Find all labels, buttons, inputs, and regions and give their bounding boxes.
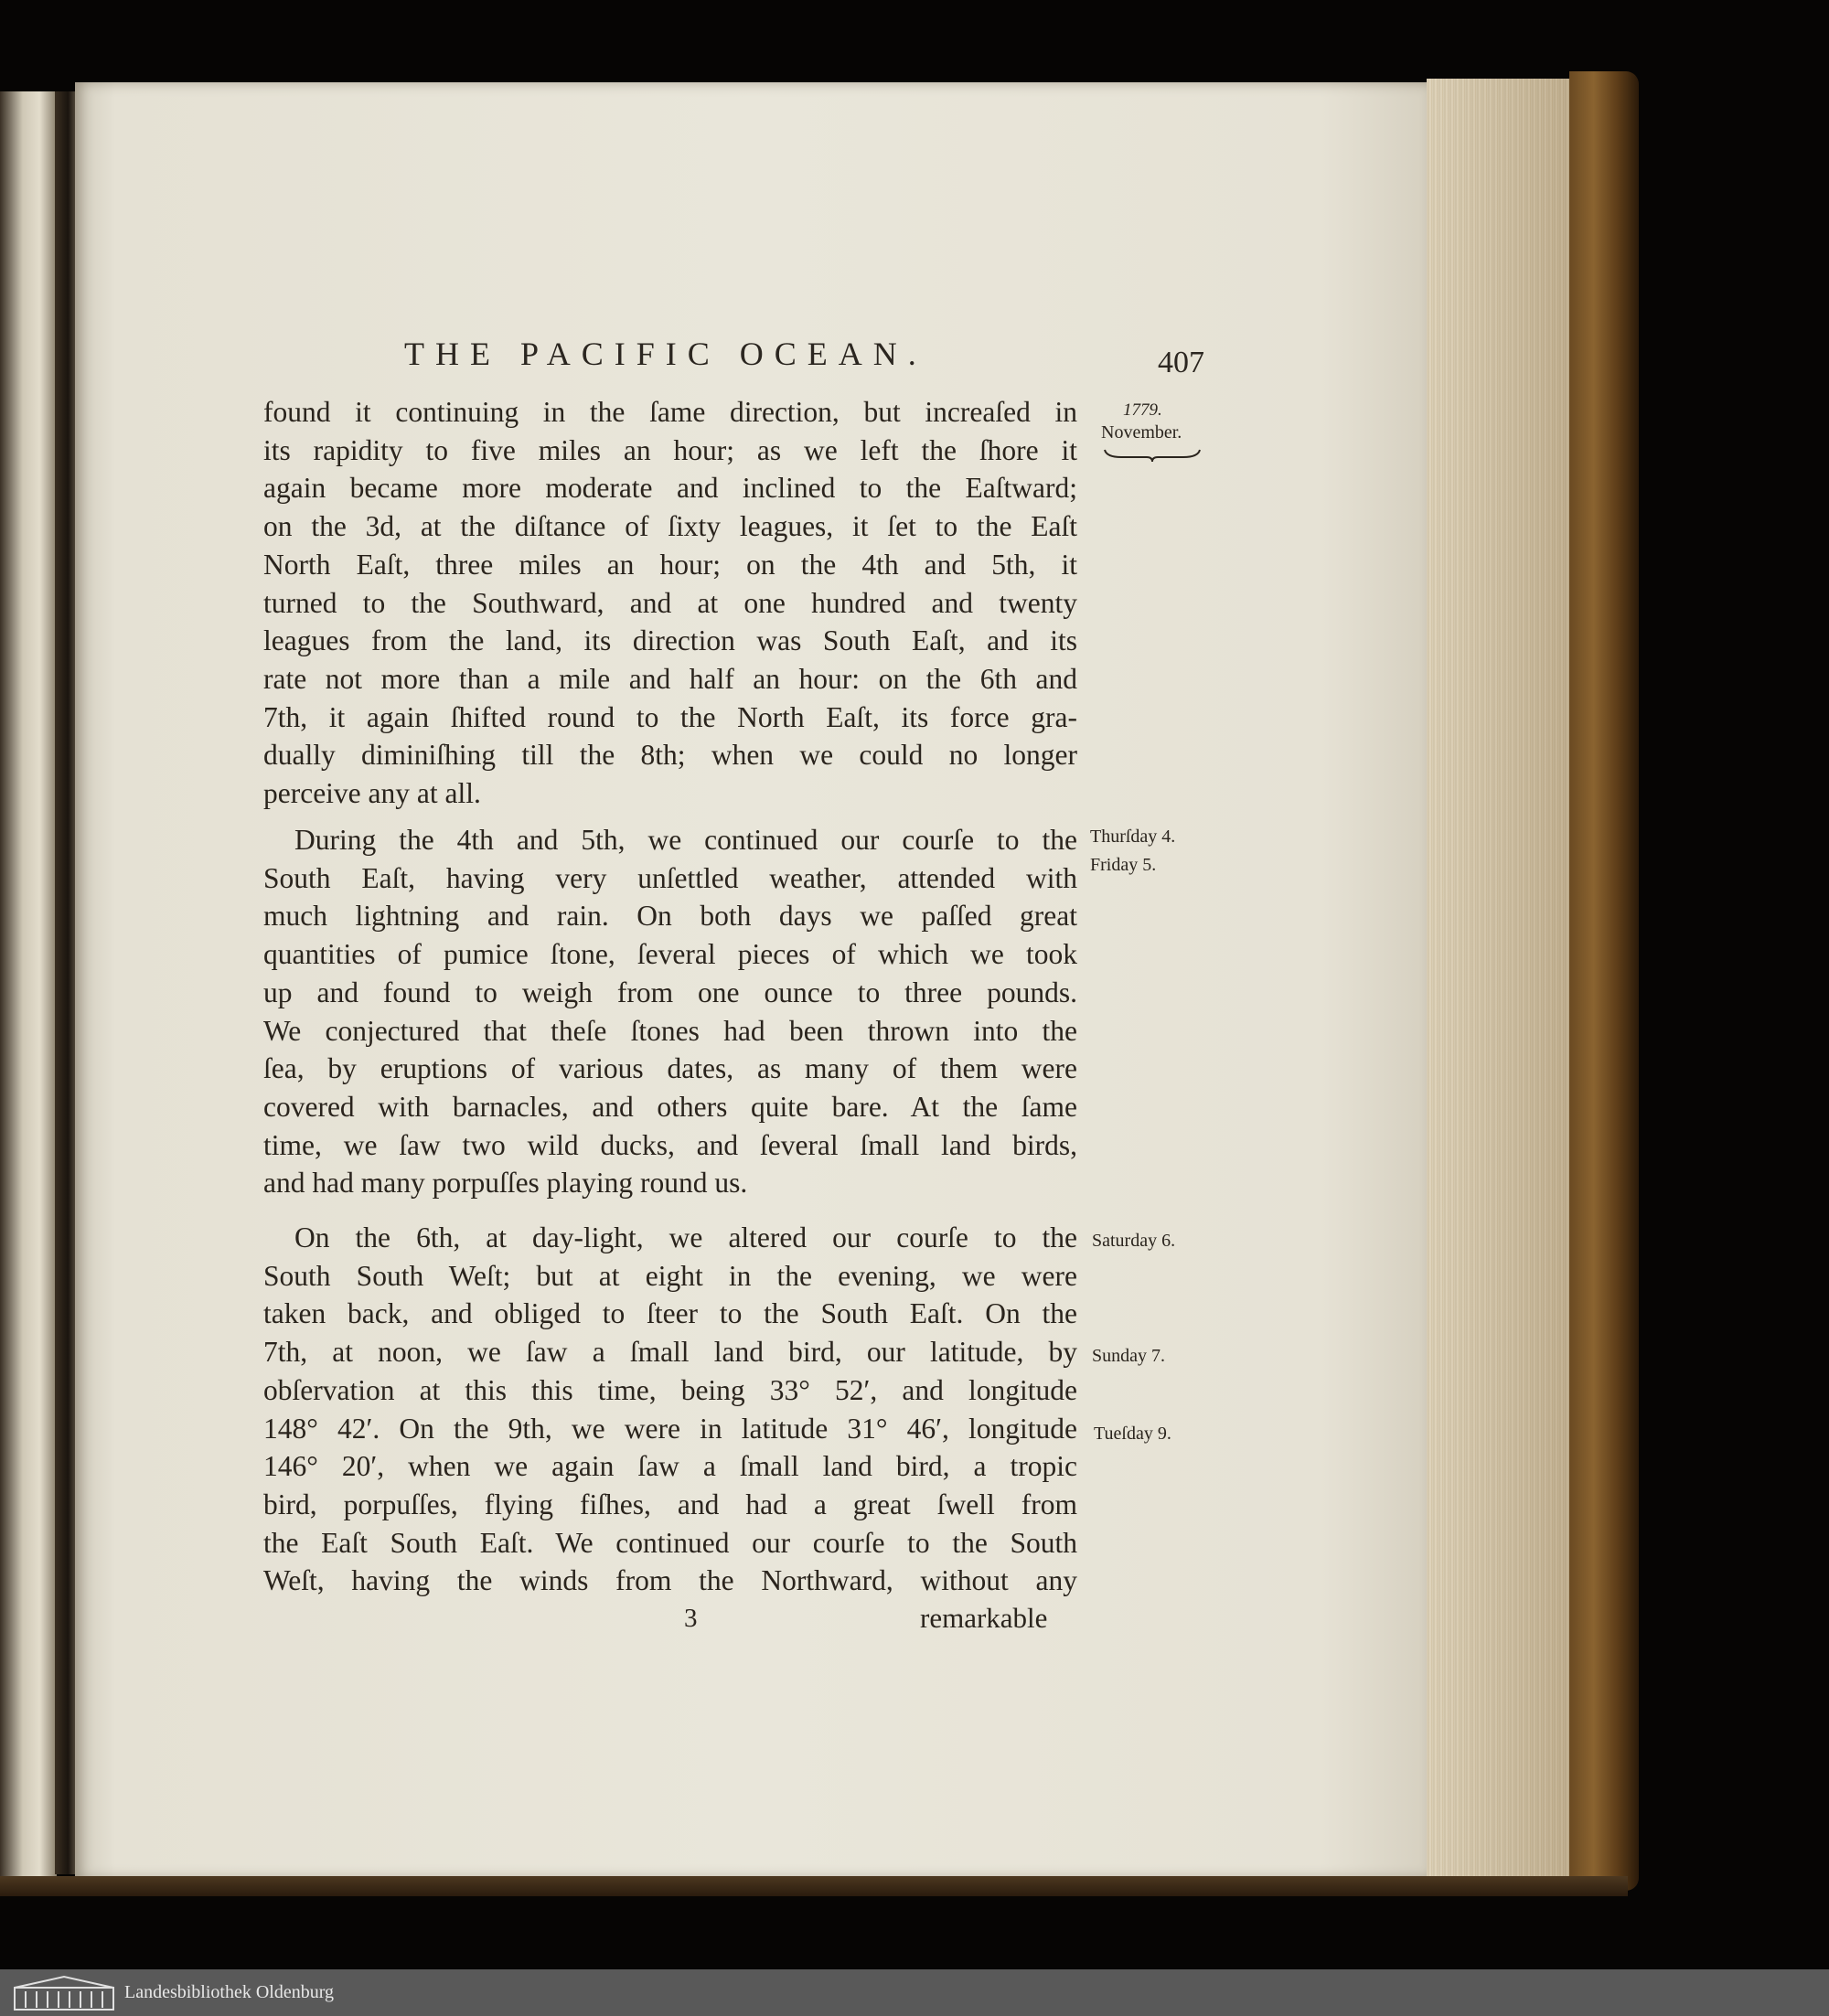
- leather-cover-edge: [1569, 71, 1639, 1891]
- text-line: up and found to weigh from one ounce to three pounds.: [263, 976, 1077, 1008]
- text-line: South South Weſt; but at eight in the evening, we were: [263, 1259, 1077, 1292]
- margin-note-tuesday: Tueſday 9.: [1094, 1424, 1171, 1444]
- running-head: THE PACIFIC OCEAN.: [404, 336, 927, 372]
- text-line: leagues from the land, its direction was South Eaſt, and its: [263, 624, 1077, 657]
- text-line: much lightning and rain. On both days we paſſed great: [263, 900, 1077, 933]
- text-line: time, we ſaw two wild ducks, and ſeveral ſmall land birds,: [263, 1128, 1077, 1161]
- library-name: Landesbibliothek Oldenburg: [124, 1982, 335, 2002]
- text-line: dually diminiſhing till the 8th; when we could no longer: [263, 739, 1077, 772]
- page-number: 407: [1158, 346, 1204, 379]
- text-line: on the 3d, at the diſtance of ſixty leagues, it ſet to the Eaſt: [263, 510, 1077, 543]
- page-block-shade: [1427, 79, 1573, 1880]
- text-line: South Eaſt, having very unſettled weather, attended with: [263, 861, 1077, 894]
- text-line: 146° 20′, when we again ſaw a ſmall land bird, a tropic: [263, 1450, 1077, 1483]
- margin-note-year: 1779.: [1123, 400, 1162, 420]
- text-line: again became more moderate and inclined to the Eaſtward;: [263, 472, 1077, 505]
- text-line: During the 4th and 5th, we continued our courſe to the: [294, 824, 1077, 856]
- text-line: 7th, at noon, we ſaw a ſmall land bird, our latitude, by: [263, 1336, 1077, 1369]
- book-gutter: [55, 91, 77, 1874]
- cover-board-bottom: [0, 1876, 1628, 1896]
- signature-mark: 3: [684, 1604, 698, 1633]
- text-line: Weſt, having the winds from the Northward, without any: [263, 1564, 1077, 1597]
- text-line: the Eaſt South Eaſt. We continued our courſe to the South: [263, 1526, 1077, 1559]
- text-line: obſervation at this this time, being 33° 52′, and longitude: [263, 1373, 1077, 1406]
- text-line: perceive any at all.: [263, 777, 481, 810]
- margin-note-sunday: Sunday 7.: [1092, 1346, 1165, 1366]
- text-line: rate not more than a mile and half an hour: on the 6th and: [263, 662, 1077, 695]
- text-line: quantities of pumice ſtone, ſeveral pieces of which we took: [263, 938, 1077, 971]
- text-line: covered with barnacles, and others quite bare. At the ſame: [263, 1090, 1077, 1123]
- text-line: and had many porpuſſes playing round us.: [263, 1167, 748, 1200]
- catchword: remarkable: [920, 1602, 1048, 1634]
- text-line: We conjectured that theſe ſtones had been thrown into the: [263, 1014, 1077, 1047]
- margin-note-friday: Friday 5.: [1090, 855, 1157, 875]
- viewer-footer: [0, 1969, 1829, 2016]
- text-line: ſea, by eruptions of various dates, as many of them were: [263, 1052, 1077, 1085]
- paragraph-3: [263, 1219, 1077, 1600]
- text-line: taken back, and obliged to ſteer to the South Eaſt. On the: [263, 1297, 1077, 1330]
- margin-note-thursday: Thurſday 4.: [1090, 827, 1176, 847]
- text-line: North Eaſt, three miles an hour; on the 4th and 5th, it: [263, 548, 1077, 581]
- margin-note-month: November.: [1101, 422, 1182, 443]
- paragraph-1: [263, 393, 1077, 813]
- text-line: 148° 42′. On the 9th, we were in latitude 31° 46′, longitude: [263, 1412, 1077, 1445]
- left-page-edge: [0, 91, 57, 1883]
- text-line: On the 6th, at day-light, we altered our courſe to the: [294, 1221, 1077, 1253]
- library-building-icon: [13, 1975, 115, 2011]
- margin-note-saturday: Saturday 6.: [1092, 1231, 1176, 1251]
- text-line: 7th, it again ſhifted round to the North Eaſt, its force gra-: [263, 700, 1077, 733]
- text-line: turned to the Southward, and at one hundred and twenty: [263, 586, 1077, 619]
- paragraph-2: [263, 821, 1077, 1202]
- text-line: its rapidity to five miles an hour; as we left the ſhore it: [263, 433, 1077, 466]
- text-line: bird, porpuſſes, flying fiſhes, and had a great ſwell from: [263, 1488, 1077, 1520]
- margin-brace-icon: [1103, 448, 1202, 463]
- text-line: found it continuing in the ſame direction, but increaſed in: [263, 396, 1077, 428]
